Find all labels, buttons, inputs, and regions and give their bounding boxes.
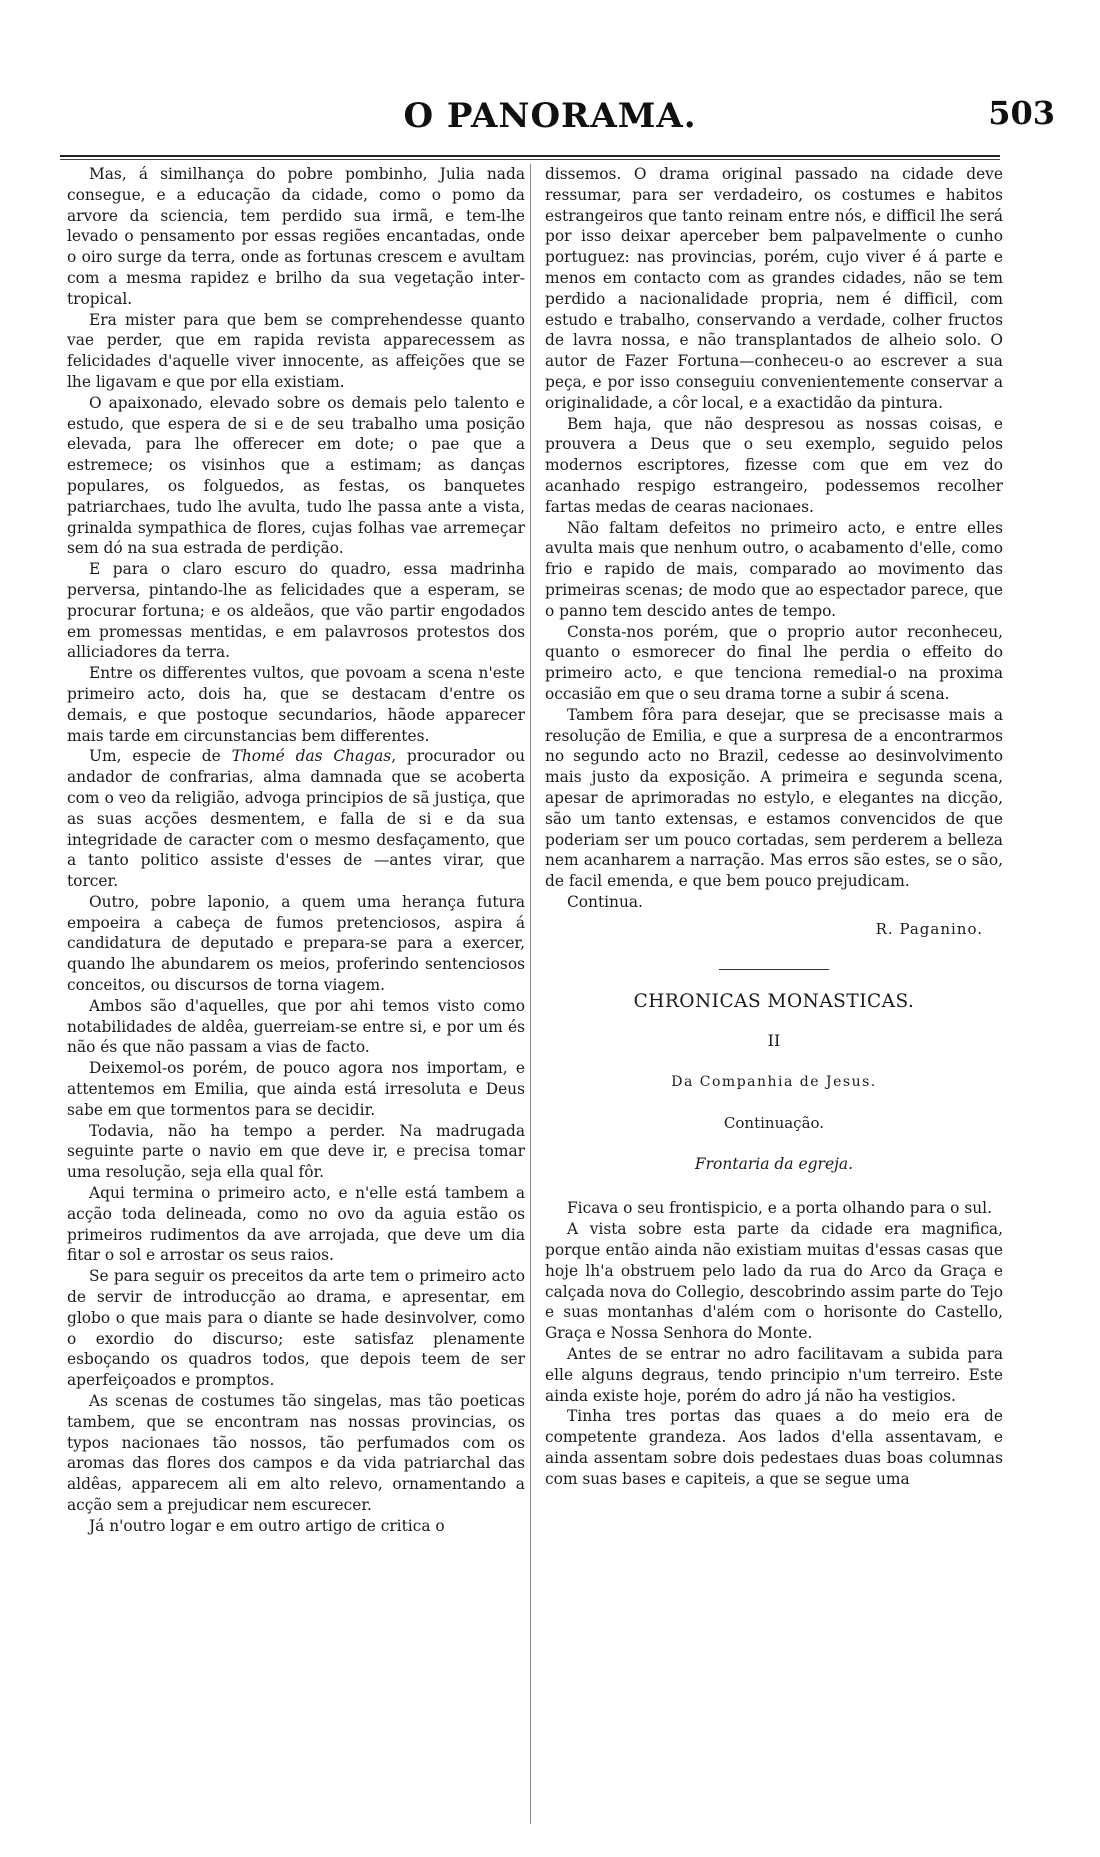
author-signature: R. Paganino. xyxy=(875,919,983,938)
paragraph: Antes de se entrar no adro facilitavam a subida para elle alguns degraus, tendo principio n'um terreiro. Este ainda existe hoje, porém do adro já não ha vestigios. xyxy=(545,1345,1003,1405)
page-header xyxy=(45,90,1055,150)
paragraph: Todavia, não ha tempo a perder. Na madrugada seguinte parte o navio em que deve ir, e precisa tomar uma resolução, seja ella qual fôr. xyxy=(67,1121,525,1182)
paragraph: Não faltam defeitos no primeiro acto, e entre elles avulta mais que nenhum outro, o acabamento d'elle, como frio e rapido de mais, comparado ao movimento das primeiras scenas; de modo que ao espectador parece, que o panno tem descido antes de tempo. xyxy=(545,518,1003,620)
journal-title: O PANORAMA. xyxy=(403,96,697,136)
paragraph: dissemos. O drama original passado na cidade deve ressumar, para ser verdadeiro, os costumes e habitos estrangeiros que tanto reinam entre nós, e difficil lhe será por isso deixar aperceber bem palpavelmente o cunho portuguez: nas provincias, porém, cujo viver é á parte e menos em contacto com as grandes cidades, não se tem perdido a nacionalidade propria, nem é difficil, com estudo e trabalho, conservando a verdade, colher fructos de lavra nossa, e não transplantados de alheio solo. O autor de Fazer Fortuna—conheceu-o ao escrever a sua peça, e por isso conseguiu convenientemente conservar a originalidade, a côr local, e a exactidão da pintura. xyxy=(545,165,1003,412)
paragraph: Aqui termina o primeiro acto, e n'elle está tambem a acção toda delineada, como no ovo da aguia estão os primeiros rudimentos da ave arrojada, que deve um dia fitar o sol e arrostar os seus raios. xyxy=(67,1184,525,1265)
text-run: Um, especie de xyxy=(89,747,232,766)
paragraph: As scenas de costumes tão singelas, mas tão poeticas tambem, que se encontram nas nossas provincias, os typos nacionaes tão nossos, tão perfumados com os aromas das flores dos campos e da vida patriarchal das aldêas, apparecem ali em alto relevo, ornamentando a acção sem a prejudicar nem escurecer. xyxy=(67,1392,525,1514)
paragraph: Já n'outro logar e em outro artigo de critica o xyxy=(89,1516,445,1535)
paragraph: Ficava o seu frontispicio, e a porta olhando para o sul. xyxy=(567,1199,992,1218)
section-subtitle: Da Companhia de Jesus. xyxy=(671,1074,877,1091)
continua-note: Continua. xyxy=(567,892,643,911)
paragraph: Tambem fôra para desejar, que se precisasse mais a resolução de Emilia, e que a surpresa de a encontrarmos no segundo acto no Brazil, cedesse ao desinvolvimento mais justo da exposição. A primeira e segunda scena, apesar de aprimoradas no estylo, e elegantes na dicção, são um tanto extensas, e estamos convencidos de que poderiam ser um pouco cortadas, sem perderem a belleza nem acanharem a narração. Mas erros são estes, se o são, de facil emenda, e que bem pouco prejudicam. xyxy=(545,705,1003,891)
paragraph: A vista sobre esta parte da cidade era magnifica, porque então ainda não existiam muitas d'essas casas que hoje lh'a obstruem pelo lado da rua do Arco da Graça e calçada nova do Collegio, descobrindo assim parte do Tejo e suas montanhas d'além com o horisonte do Castello, Graça e Nossa Senhora do Monte. xyxy=(545,1220,1003,1343)
right-column xyxy=(545,164,1003,1490)
section-note: Continuação. xyxy=(723,1113,825,1132)
paragraph: O apaixonado, elevado sobre os demais pelo talento e estudo, que espera de si e de seu trabalho uma posição elevada, para lhe offerecer em dote; o pae que a estremece; os visinhos que a estimam; as danças populares, os folguedos, as festas, os banquetes patriarchaes, tudo lhe avulta, tudo lhe passa ante a vista, grinalda sympathica de flores, cujas folhas vae arremeçar sem dó na sua estrada de perdição. xyxy=(67,393,525,558)
paragraph: Tinha tres portas das quaes a do meio era de competente grandeza. Aos lados d'ella assentavam, e ainda assentam sobre dois pedestaes duas boas columnas com suas bases e capiteis, a que se segue uma xyxy=(545,1407,1003,1488)
paragraph: Ambos são d'aquelles, que por ahi temos visto como notabilidades de aldêa, guerreiam-se entre si, e por um és não és que não passam a vias de facto. xyxy=(67,996,525,1057)
paragraph: Se para seguir os preceitos da arte tem o primeiro acto de servir de introducção ao drama, e apresentar, em globo o que mais para o diante se hade desinvolver, como o exordio do discurso; este satisfaz plenamente esboçando os quadros todos, que depois teem de ser aperfeiçoados e promptos. xyxy=(67,1267,525,1390)
paragraph: Outro, pobre laponio, a quem uma herança futura empoeira a cabeça de fumos pretenciosos, aspira á candidatura de deputado e prepara-se para a exercer, quando lhe abundarem os meios, proferindo sentenciosos conceitos, ou discursos de torna viagem. xyxy=(67,892,525,995)
header-rule xyxy=(60,155,1000,157)
paragraph: Entre os differentes vultos, que povoam a scena n'este primeiro acto, dois ha, que se destacam d'entre os demais, e que postoque secundarios, hãode apparecer mais tarde em circunstancias bem differentes. xyxy=(67,664,525,745)
paragraph: Consta-nos porém, que o proprio autor reconheceu, quanto o esmorecer do final lhe perdia o effeito do primeiro acto, e que tenciona remedial-o na proxima occasião em que o seu drama torne a subir á scena. xyxy=(545,622,1003,703)
section-number: II xyxy=(767,1031,781,1051)
left-column xyxy=(67,164,525,1537)
paragraph-thome xyxy=(67,746,525,892)
text-run: , procurador ou andador de confrarias, alma damnada que se acoberta com o veo da religião, advoga principios de sã justiça, que as suas acções desmentem, e falla de si e da sua integridade de caracter com o mesmo desfaçamento, que a tanto politico assiste d'esses de —antes virar, que torcer. xyxy=(67,747,525,891)
paragraph: Bem haja, que não despresou as nossas coisas, e prouvera a Deus que o seu exemplo, seguido pelos modernos escriptores, fizesse com que em vez do acanhado respigo estrangeiro, podessemos recolher fartas medas de cearas nacionaes. xyxy=(545,414,1003,516)
paragraph: Era mister para que bem se comprehendesse quanto vae perder, que em rapida revista apparecessem as felicidades d'aquelle viver innocente, as affeições que se lhe ligavam e que por ella existiam. xyxy=(67,310,525,391)
section-rule xyxy=(719,969,829,970)
header-rule-thin xyxy=(60,159,1000,160)
paragraph: E para o claro escuro do quadro, essa madrinha perversa, pintando-lhe as felicidades que a esperam, se procurar fortuna; e os aldeãos, que vão partir engodados em promessas mentidas, e em palavrosos protestos dos alliciadores da terra. xyxy=(67,560,525,662)
page-number: 503 xyxy=(988,94,1055,132)
section-title: CHRONICAS MONASTICAS. xyxy=(633,991,915,1013)
italic-name: Thomé das Chagas xyxy=(231,747,392,766)
paragraph: Deixemol-os porém, de pouco agora nos importam, e attentemos em Emilia, que ainda está irresoluta e Deus sabe em que tormentos para se decidir. xyxy=(67,1059,525,1119)
paragraph: Mas, á similhança do pobre pombinho, Julia nada consegue, e a educação da cidade, como o pomo da arvore da sciencia, tem perdido sua irmã, e tem-lhe levado o pensamento por essas regiões encantadas, onde o oiro surge da terra, onde as fortunas crescem e avultam com a mesma rapidez e brilho da sua vegetação inter-tropical. xyxy=(67,165,525,308)
section-heading: Frontaria da egreja. xyxy=(694,1154,854,1173)
column-divider xyxy=(530,164,531,1824)
